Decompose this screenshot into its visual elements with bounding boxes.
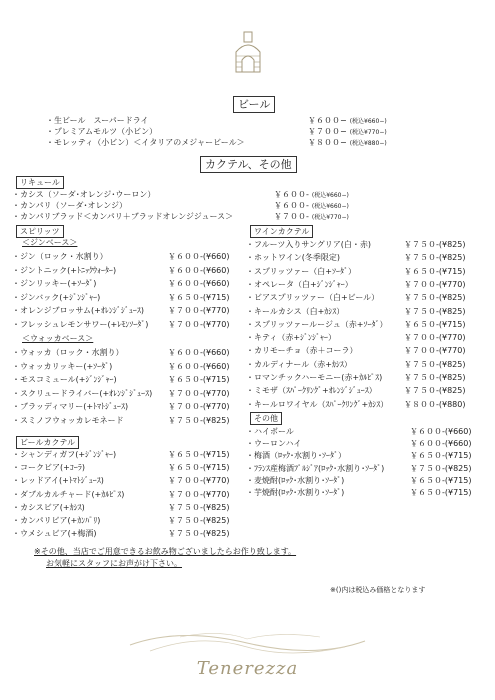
price-value: ￥６５０-(¥715) xyxy=(168,375,230,384)
list-item xyxy=(246,463,472,474)
price-value: ￥６５０-(¥715) xyxy=(168,463,230,473)
price-value: ￥６５０-(¥715) xyxy=(410,451,472,461)
item-price xyxy=(404,240,466,250)
price-value: ￥７００-(¥770) xyxy=(168,306,230,315)
item-name: ・ハイボール xyxy=(246,427,294,436)
item-name: ・スプリッツァー（白+ｿｰﾀﾞ） xyxy=(246,266,356,276)
price-tax: (税込¥770−) xyxy=(349,129,387,136)
item-price xyxy=(168,306,230,316)
price-value: ￥７５０-(¥825) xyxy=(168,529,230,539)
item-name: ・ﾌﾗﾝｽ産梅酒ﾌﾟﾙｼﾞｱ(ﾛｯｸ･水割り･ｿｰﾀﾞ) xyxy=(246,463,385,473)
list-item xyxy=(246,240,466,250)
item-price xyxy=(308,116,387,127)
item-name: ・ウォッカ（ロック・水割り） xyxy=(12,348,124,357)
item-price xyxy=(410,488,472,498)
item-price xyxy=(404,346,466,356)
list-item xyxy=(12,361,230,372)
item-price xyxy=(168,503,230,513)
item-price xyxy=(410,464,472,474)
list-item xyxy=(12,388,230,399)
price-value: ￥７５０-(¥825) xyxy=(404,253,466,263)
item-price xyxy=(404,267,466,277)
price-value: ￥７５０-(¥825) xyxy=(168,415,230,425)
list-item xyxy=(246,373,466,383)
item-name: ・ミモザ（ｽﾊﾟｰｸﾘﾝｸﾞ+ｵﾚﾝｼﾞｼﾞｭｰｽ） xyxy=(246,386,377,396)
price-value: ￥６００-(¥660) xyxy=(168,348,230,357)
list-item xyxy=(12,375,230,385)
item-name: ・カリモーチョ（赤＋コーラ） xyxy=(246,346,358,356)
item-name: ・ウメシュビア(+梅酒) xyxy=(12,529,97,539)
list-item xyxy=(12,265,230,276)
item-price xyxy=(404,280,466,290)
item-name: ・コークビア(+ｺｰﾗ) xyxy=(12,463,85,473)
brand-name: Tenerezza xyxy=(196,658,299,679)
item-name: ・ホットワイン(冬季限定) xyxy=(246,253,341,263)
price-value: ￥６００-(¥660) xyxy=(168,279,230,288)
item-price xyxy=(404,253,466,263)
item-name: ・モスコミュール(+ｼﾞﾝｼﾞｬｰ) xyxy=(12,375,117,384)
list-item xyxy=(12,516,230,526)
price-value: ￥６００- xyxy=(274,190,309,199)
item-price xyxy=(168,516,230,526)
price-value: ￥７５０-(¥825) xyxy=(410,463,472,473)
item-name: ・生ビール スーパードライ xyxy=(46,116,149,125)
item-price xyxy=(168,476,230,486)
price-value: ￥６００-(¥660) xyxy=(410,427,472,436)
item-price xyxy=(404,386,466,396)
price-tax: (税込¥770−) xyxy=(311,214,349,221)
item-name: ・キールカシス（白+ｶｼｽ） xyxy=(246,306,345,316)
item-price xyxy=(404,307,466,317)
item-price xyxy=(308,127,387,138)
price-value: ￥６００-(¥660) xyxy=(410,439,472,449)
list-item xyxy=(46,138,387,148)
item-price xyxy=(168,293,230,303)
item-price xyxy=(168,529,230,539)
item-name: ・フレッシュレモンサワー(+ﾚﾓﾝｿｰﾀﾞ) xyxy=(12,319,149,329)
item-name: ・ウーロンハイ xyxy=(246,439,302,449)
liqueur-label: リキュール xyxy=(16,176,64,189)
price-value: ￥６５０-(¥715) xyxy=(410,475,472,485)
item-price xyxy=(168,389,230,399)
price-value: ￥７００-(¥770) xyxy=(168,402,230,411)
list-item xyxy=(12,529,230,539)
list-item xyxy=(46,116,387,126)
list-item xyxy=(246,319,466,330)
list-item xyxy=(246,359,466,370)
item-name: ・カシス（ソーダ･オレンジ･ウーロン） xyxy=(12,190,156,199)
item-price xyxy=(168,463,230,473)
item-name: ・レッドアイ(+ﾄﾏﾄｼﾞｭｰｽ) xyxy=(12,476,104,486)
list-item xyxy=(246,488,472,498)
item-name: ・カンパリブラッド＜カンパリ＋ブラッドオレンジジュース＞ xyxy=(12,212,234,221)
list-item xyxy=(12,190,349,200)
price-value: ￥６００− xyxy=(308,116,347,125)
list-item xyxy=(246,439,472,449)
price-value: ￥８００-(¥880) xyxy=(404,399,466,409)
item-price xyxy=(404,293,466,303)
item-name: ・ウォッカリッキー(+ｿｰﾀﾞ) xyxy=(12,361,113,371)
list-item xyxy=(246,253,466,263)
tax-footnote: ※()内は税込み価格となります xyxy=(330,586,426,594)
item-name: ・ジントニック(+ﾄﾆｯｸｳｫｰﾀｰ) xyxy=(12,265,117,275)
price-value: ￥６００-(¥660) xyxy=(168,361,230,371)
price-tax: (税込¥660−) xyxy=(311,192,349,199)
beer-cocktail-label: ビールカクテル xyxy=(16,436,79,449)
item-price xyxy=(168,252,230,262)
price-value: ￥７００- xyxy=(274,212,309,221)
list-item xyxy=(246,266,466,277)
price-value: ￥６５０-(¥715) xyxy=(410,488,472,497)
item-name: ・ジン（ロック・水割り） xyxy=(12,252,108,261)
item-price xyxy=(404,320,466,330)
price-value: ￥７００-(¥770) xyxy=(404,279,466,289)
list-item xyxy=(46,127,387,137)
item-name: ・スミノフウォッカレモネード xyxy=(12,415,124,425)
price-value: ￥７００-(¥770) xyxy=(168,476,230,486)
list-item xyxy=(246,279,466,290)
list-item xyxy=(246,346,466,356)
list-item xyxy=(12,201,349,211)
price-value: ￥６００-(¥660) xyxy=(168,265,230,275)
list-item xyxy=(246,475,472,486)
item-price xyxy=(274,201,349,212)
item-name: ・プレミアムモルツ（小ビン） xyxy=(46,127,158,136)
price-value: ￥７５０-(¥825) xyxy=(168,516,230,525)
item-name: ・ロマンチックハーモニー(赤+ｶﾙﾋﾟｽ) xyxy=(246,373,383,382)
list-item xyxy=(12,252,230,262)
wine-cocktail-label: ワインカクテル xyxy=(250,225,313,238)
item-price xyxy=(168,416,230,426)
item-name: ・スプリッツァールージュ（赤+ｿｰﾀﾞ） xyxy=(246,319,388,329)
gin-base-label: ＜ジンベース＞ xyxy=(22,238,78,247)
list-item xyxy=(12,489,230,500)
price-value: ￥７５０-(¥825) xyxy=(404,240,466,249)
price-value: ￥７００-(¥770) xyxy=(168,489,230,499)
list-item xyxy=(12,415,230,426)
price-value: ￥６５０-(¥715) xyxy=(404,266,466,276)
price-value: ￥６００- xyxy=(274,201,309,210)
item-name: ・キールロワイヤル（ｽﾊﾟｰｸﾘﾝｸﾞ+ｶｼｽ） xyxy=(246,399,389,409)
list-item xyxy=(12,348,230,358)
price-value: ￥７５０-(¥825) xyxy=(404,373,466,382)
price-value: ￥６５０-(¥715) xyxy=(168,450,230,459)
item-name: ・オレンジブロッサム(+ｵﾚﾝｼﾞｼﾞｭｰｽ) xyxy=(12,306,144,315)
item-price xyxy=(168,402,230,412)
item-price xyxy=(410,439,472,449)
price-value: ￥７００− xyxy=(308,127,347,136)
item-name: ・芋焼酎(ﾛｯｸ･水割り･ｿｰﾀﾞ) xyxy=(246,488,345,497)
item-name: ・フルーツ入りサングリア(白・赤) xyxy=(246,240,372,249)
price-tax: (税込¥880−) xyxy=(349,140,387,147)
price-tax: (税込¥660−) xyxy=(349,118,387,125)
item-name: ・オペレータ（白+ｼﾞﾝｼﾞｬｰ） xyxy=(246,279,353,289)
item-price xyxy=(274,212,349,223)
price-value: ￥７００-(¥770) xyxy=(168,319,230,329)
list-item xyxy=(12,212,349,222)
price-tax: (税込¥660−) xyxy=(311,203,349,210)
item-name: ・スクリュードライバー(+ｵﾚﾝｼﾞｼﾞｭｰｽ) xyxy=(12,388,153,398)
item-price xyxy=(168,375,230,385)
item-price xyxy=(168,320,230,330)
list-item xyxy=(246,427,472,437)
item-price xyxy=(168,450,230,460)
beer-section-title: ビール xyxy=(233,96,275,113)
list-item xyxy=(12,279,230,289)
price-value: ￥６００-(¥660) xyxy=(168,252,230,261)
list-item xyxy=(12,306,230,316)
notice-line-1: ※その他、当店でご用意できるお飲み物ございましたらお作り致します。 xyxy=(34,547,297,556)
item-price xyxy=(168,279,230,289)
list-item xyxy=(12,292,230,303)
list-item xyxy=(246,399,466,410)
item-price xyxy=(404,360,466,370)
item-price xyxy=(168,348,230,358)
item-price xyxy=(308,138,387,149)
item-price xyxy=(404,373,466,383)
price-value: ￥７５０-(¥825) xyxy=(404,386,466,396)
spirits-label: スピリッツ xyxy=(16,225,64,238)
list-item xyxy=(12,502,230,513)
price-value: ￥６５０-(¥715) xyxy=(168,292,230,302)
list-item xyxy=(12,319,230,330)
price-value: ￥７５０-(¥825) xyxy=(404,359,466,369)
item-name: ・麦焼酎(ﾛｯｸ･水割り･ｿｰﾀﾞ) xyxy=(246,475,345,485)
list-item xyxy=(246,306,466,317)
stone-oven-icon xyxy=(230,30,266,74)
item-price xyxy=(404,333,466,343)
item-name: ・モレッティ（小ビン）＜イタリアのメジャービール＞ xyxy=(46,138,245,147)
price-value: ￥７５０-(¥825) xyxy=(404,293,466,303)
item-price xyxy=(168,266,230,276)
item-price xyxy=(168,490,230,500)
list-item xyxy=(12,450,230,460)
other-label: その他 xyxy=(250,412,282,425)
item-price xyxy=(168,362,230,372)
list-item xyxy=(12,463,230,473)
item-name: ・ビアスプリッツァー（白+ビール） xyxy=(246,293,380,303)
item-price xyxy=(404,400,466,410)
item-price xyxy=(410,427,472,437)
price-value: ￥７５０-(¥825) xyxy=(404,306,466,316)
cocktail-section-title: カクテル、その他 xyxy=(200,156,297,173)
list-item xyxy=(246,386,466,396)
item-name: ・ジンバック(+ｼﾞﾝｼﾞｬｰ) xyxy=(12,292,101,302)
item-name: ・カンパリビア(+ｶﾝﾊﾟﾘ) xyxy=(12,516,101,525)
price-value: ￥６５０-(¥715) xyxy=(404,319,466,329)
list-item xyxy=(12,402,230,412)
price-value: ￥７００-(¥770) xyxy=(404,346,466,356)
price-value: ￥７００-(¥770) xyxy=(168,388,230,398)
price-value: ￥７００-(¥770) xyxy=(404,333,466,343)
notice-line-2: お気軽にスタッフにお声がけ下さい。 xyxy=(46,559,182,568)
item-name: ・カンパリ（ソーダ･オレンジ） xyxy=(12,201,128,210)
item-price xyxy=(410,476,472,486)
item-name: ・カシスビア(+ｶｼｽ) xyxy=(12,502,85,512)
list-item xyxy=(12,476,230,486)
item-name: ・キティ（赤+ｼﾞﾝｼﾞｬｰ） xyxy=(246,333,337,343)
item-name: ・シャンディガフ(+ｼﾞﾝｼﾞｬｰ) xyxy=(12,450,117,459)
item-name: ・ダブルカルチャード(+ｶﾙﾋﾟｽ) xyxy=(12,489,125,499)
item-name: ・カルディナール（赤+ｶｼｽ） xyxy=(246,359,352,369)
item-name: ・梅酒（ﾛｯｸ･水割り･ｿｰﾀﾞ） xyxy=(246,451,346,461)
list-item xyxy=(246,451,472,461)
list-item xyxy=(246,293,466,303)
item-price xyxy=(274,190,349,201)
item-price xyxy=(410,451,472,461)
item-name: ・ブラッディマリー(+ﾄﾏﾄｼﾞｭｰｽ) xyxy=(12,402,129,411)
price-value: ￥７５０-(¥825) xyxy=(168,502,230,512)
item-name: ・ジンリッキー(+ｿｰﾀﾞ) xyxy=(12,279,97,288)
vodka-base-label: ＜ウォッカベース＞ xyxy=(22,334,94,343)
list-item xyxy=(246,333,466,343)
price-value: ￥８００− xyxy=(308,138,347,147)
